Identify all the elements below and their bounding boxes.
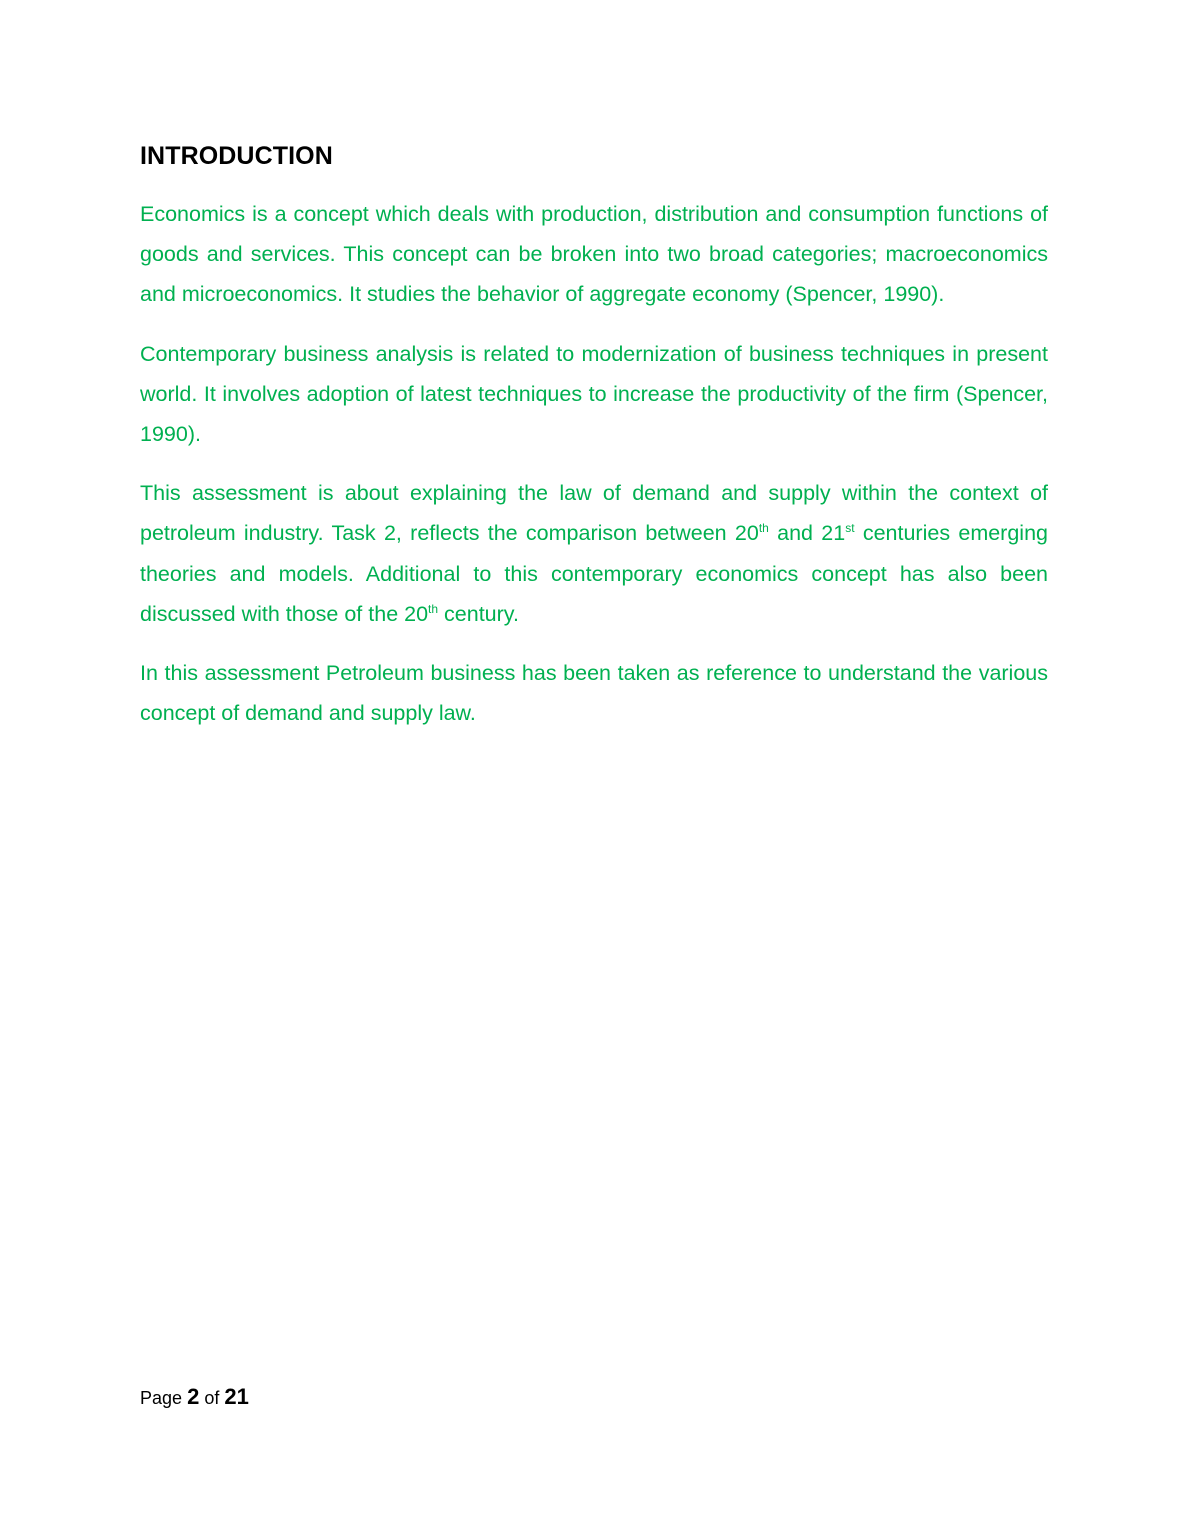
superscript-th: th (428, 601, 439, 616)
paragraph-petroleum-reference: In this assessment Petroleum business has been taken as reference to understand the various concept of demand and supply law. (140, 661, 1048, 726)
assessment-text-part-2: and 21 (768, 521, 846, 546)
assessment-text-part-3: centuries emerging theories and models. Additional to this contemporary economics concept has also been discussed with those of the 20 (140, 521, 1048, 626)
superscript-th: th (758, 521, 769, 536)
paragraph-economics: Economics is a concept which deals with production, distribution and consumption functions of goods and services. This concept can be broken into two broad categories; macroeconomics and microeconomics. It studies the behavior of aggregate economy (Spencer, 1990). (140, 202, 1048, 307)
current-page-number: 2 (187, 1384, 200, 1409)
page-content (140, 138, 1048, 752)
page-footer (140, 1384, 249, 1410)
section-heading: INTRODUCTION (140, 142, 333, 170)
paragraph-contemporary-analysis: Contemporary business analysis is related to modernization of business techniques in present world. It involves adoption of latest techniques to increase the productivity of the firm (Spencer, 1990). (140, 341, 1048, 447)
assessment-text-part-4: century. (438, 601, 519, 626)
total-page-count: 21 (224, 1384, 249, 1409)
page-word: Page (140, 1388, 183, 1408)
paragraph-assessment-scope (140, 473, 1048, 634)
assessment-text-part-1: This assessment is about explaining the law of demand and supply within the context of petroleum industry. Task 2, reflects the comparison between 20 (140, 481, 1048, 546)
superscript-st: st (845, 521, 855, 536)
of-word: of (204, 1388, 220, 1408)
